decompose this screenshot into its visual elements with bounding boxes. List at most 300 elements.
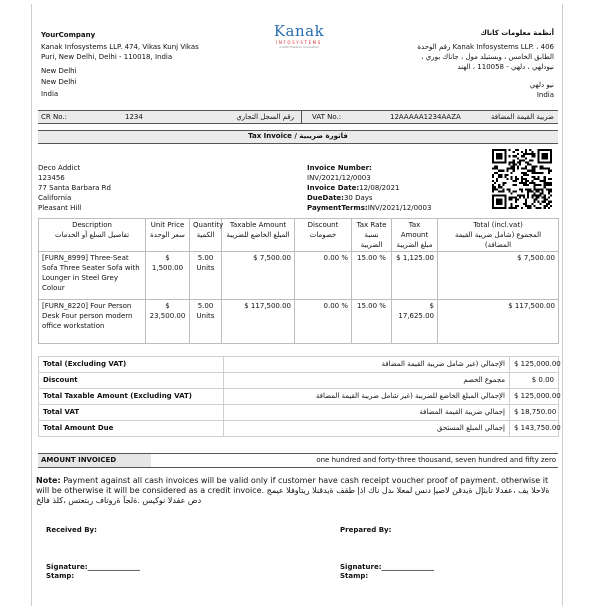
seller-address-en (41, 42, 231, 99)
qr-module (517, 153, 519, 155)
customer-line: California (38, 194, 72, 202)
qr-module (525, 172, 527, 174)
qr-module (523, 168, 525, 170)
qr-module (494, 188, 496, 190)
qr-module (517, 199, 519, 201)
qr-module (492, 159, 494, 161)
qr-module (521, 178, 523, 180)
qr-module (546, 149, 548, 151)
qr-module (550, 190, 552, 192)
qr-module (531, 195, 533, 197)
qr-module (517, 195, 519, 197)
qr-module (535, 197, 537, 199)
qr-module (500, 174, 502, 176)
logo-tagline: A Path Towards Innovation (279, 45, 319, 49)
qr-module (550, 155, 552, 157)
totals-label-ar: إجمالي المبلغ المستحق (224, 421, 510, 437)
qr-module (525, 184, 527, 186)
qr-module (529, 159, 531, 161)
qr-module (492, 174, 494, 176)
seller-ar-line: نيودلهي ، دلهي - 110058 ، الهند (457, 63, 554, 71)
qr-module (533, 201, 535, 203)
qr-module (550, 195, 552, 197)
qr-module (546, 188, 548, 190)
qr-module (509, 207, 511, 209)
qr-module (500, 170, 502, 172)
qr-module (504, 197, 506, 199)
qr-module (529, 207, 531, 209)
qr-module (521, 176, 523, 178)
qr-module (511, 192, 513, 194)
qr-module (550, 151, 552, 153)
qr-module (542, 201, 544, 203)
signature-left: Signature:_______________ (46, 563, 140, 571)
qr-module (500, 186, 502, 188)
qr-module (496, 161, 498, 163)
qr-module (511, 178, 513, 180)
qr-module (523, 197, 525, 199)
qr-module (515, 184, 517, 186)
qr-code (492, 149, 552, 209)
invoice-number: INV/2021/12/0003 (307, 174, 371, 182)
qr-module (511, 197, 513, 199)
qr-module (506, 178, 508, 180)
qr-module (500, 195, 502, 197)
cell-total: $ 117,500.00 (438, 300, 559, 344)
cell-description: [FURN_8220] Four Person Desk Four person modern office workstation (39, 300, 146, 344)
qr-module (496, 168, 498, 170)
qr-module (515, 205, 517, 207)
qr-module (538, 201, 540, 203)
qr-module (513, 184, 515, 186)
qr-module (525, 166, 527, 168)
qr-module (548, 170, 550, 172)
qr-module (548, 190, 550, 192)
qr-module (535, 207, 537, 209)
qr-module (546, 157, 548, 159)
qr-module (513, 161, 515, 163)
qr-module (521, 207, 523, 209)
qr-module (504, 207, 506, 209)
cr-label: CR No.: (41, 113, 67, 121)
qr-module (540, 180, 542, 182)
qr-module (527, 184, 529, 186)
qr-module (531, 197, 533, 199)
qr-module (492, 201, 494, 203)
qr-module (492, 195, 494, 197)
qr-module (527, 163, 529, 165)
qr-module (544, 149, 546, 151)
qr-module (548, 192, 550, 194)
qr-module (544, 180, 546, 182)
qr-module (531, 153, 533, 155)
qr-module (521, 151, 523, 153)
cr-label-ar: رقم السجل التجاري (236, 113, 294, 121)
header-tax-rate: Tax Rate نسبة الضريبة (352, 219, 392, 252)
totals-label-ar: الإجمالي (غير شامل ضريبة القيمة المضافة (224, 357, 510, 373)
qr-module (531, 159, 533, 161)
qr-module (540, 172, 542, 174)
qr-module (502, 161, 504, 163)
qr-module (531, 176, 533, 178)
qr-module (492, 205, 494, 207)
qr-module (500, 157, 502, 159)
qr-module (527, 192, 529, 194)
qr-module (542, 155, 544, 157)
qr-module (517, 168, 519, 170)
qr-module (542, 161, 544, 163)
qr-module (533, 188, 535, 190)
qr-module (509, 197, 511, 199)
cell-quantity: 5.00 Units (190, 300, 222, 344)
cell-unit-price: $ 1,500.00 (146, 252, 190, 300)
qr-module (515, 197, 517, 199)
qr-module (542, 188, 544, 190)
header-unit-price: Unit Price سعر الوحدة (146, 219, 190, 252)
totals-label: Discount (39, 373, 224, 389)
bar-divider (301, 111, 302, 123)
qr-module (548, 161, 550, 163)
qr-module (517, 205, 519, 207)
note-text-ar: .ةلجآ ةروتاف ربتعتس ،كلذ فالخ (36, 496, 140, 505)
note-text-ar: ةلاحلا يف ،عفدلا تابثإل ةيدقن لاصيإ دنس لمعلا ىدل ناك اذإ طقف ةيدقنلا ريتاوفلا عيمج دض عفدلا نوكيس (142, 486, 550, 505)
qr-module (504, 153, 506, 155)
qr-module (525, 199, 527, 201)
qr-module (523, 174, 525, 176)
qr-module (498, 195, 500, 197)
qr-module (523, 182, 525, 184)
qr-module (492, 197, 494, 199)
qr-module (546, 161, 548, 163)
customer-address (38, 163, 111, 213)
qr-module (498, 170, 500, 172)
qr-module (511, 207, 513, 209)
qr-module (500, 155, 502, 157)
qr-module (525, 205, 527, 207)
qr-module (538, 176, 540, 178)
qr-module (515, 207, 517, 209)
totals-table (38, 356, 559, 437)
qr-module (517, 178, 519, 180)
qr-module (544, 199, 546, 201)
qr-module (521, 190, 523, 192)
qr-module (492, 180, 494, 182)
qr-module (496, 155, 498, 157)
qr-module (515, 199, 517, 201)
qr-module (502, 170, 504, 172)
qr-module (521, 155, 523, 157)
qr-module (546, 184, 548, 186)
qr-module (546, 153, 548, 155)
qr-module (544, 186, 546, 188)
prepared-by-label: Prepared By: (340, 526, 392, 534)
qr-module (504, 149, 506, 151)
qr-module (533, 172, 535, 174)
qr-module (498, 176, 500, 178)
qr-module (492, 157, 494, 159)
qr-module (531, 203, 533, 205)
qr-module (531, 168, 533, 170)
totals-value: $ 125,000.00 (510, 389, 559, 405)
qr-module (502, 207, 504, 209)
qr-module (502, 188, 504, 190)
qr-module (515, 155, 517, 157)
header-discount: Discount خصومات (295, 219, 352, 252)
totals-row (39, 405, 559, 421)
qr-module (531, 151, 533, 153)
qr-module (544, 205, 546, 207)
qr-module (492, 188, 494, 190)
cell-tax-rate: 15.00 % (352, 252, 392, 300)
qr-module (494, 149, 496, 151)
totals-label-ar: الإجمالي المبلغ الخاضع للضريبة (غير شامل ضريبة القيمة المضافة (224, 389, 510, 405)
qr-module (525, 149, 527, 151)
qr-module (523, 203, 525, 205)
qr-module (498, 203, 500, 205)
qr-module (531, 166, 533, 168)
qr-module (529, 153, 531, 155)
qr-module (515, 163, 517, 165)
qr-module (496, 180, 498, 182)
qr-module (504, 199, 506, 201)
qr-module (519, 159, 521, 161)
seller-name-ar: أنظمة معلومات كاناك (480, 29, 554, 37)
qr-module (509, 155, 511, 157)
qr-module (525, 188, 527, 190)
header-taxable-amount: Taxable Amount المبلغ الخاضع للضريبة (222, 219, 295, 252)
qr-module (535, 195, 537, 197)
seller-name-en: YourCompany (41, 31, 96, 39)
qr-module (533, 176, 535, 178)
qr-module (502, 184, 504, 186)
qr-module (509, 188, 511, 190)
qr-module (538, 157, 540, 159)
qr-module (511, 166, 513, 168)
qr-module (542, 172, 544, 174)
qr-module (527, 188, 529, 190)
qr-module (523, 159, 525, 161)
totals-value: $ 125,000.00 (510, 357, 559, 373)
qr-module (511, 199, 513, 201)
qr-module (498, 199, 500, 201)
qr-module (521, 172, 523, 174)
qr-module (533, 182, 535, 184)
payment-terms-label: PaymentTerms: (307, 204, 368, 212)
qr-module (540, 161, 542, 163)
qr-module (506, 168, 508, 170)
qr-module (538, 195, 540, 197)
qr-module (500, 203, 502, 205)
qr-module (519, 161, 521, 163)
qr-module (535, 188, 537, 190)
document-title: Tax Invoice / فاتورة ضريبية (38, 130, 558, 144)
qr-module (504, 203, 506, 205)
seller-line: New Delhi (41, 67, 77, 75)
qr-module (542, 157, 544, 159)
qr-module (521, 195, 523, 197)
qr-module (527, 205, 529, 207)
qr-module (506, 170, 508, 172)
qr-module (529, 190, 531, 192)
qr-module (494, 161, 496, 163)
qr-module (548, 201, 550, 203)
qr-module (498, 157, 500, 159)
totals-label: Total Taxable Amount (Excluding VAT) (39, 389, 224, 405)
qr-module (550, 153, 552, 155)
qr-module (533, 168, 535, 170)
qr-module (540, 195, 542, 197)
qr-module (533, 170, 535, 172)
seller-ar-line: نيو دلهي (529, 81, 554, 89)
qr-module (511, 176, 513, 178)
qr-module (525, 203, 527, 205)
qr-module (513, 180, 515, 182)
qr-module (519, 182, 521, 184)
qr-module (523, 153, 525, 155)
qr-module (496, 201, 498, 203)
qr-module (506, 174, 508, 176)
qr-module (502, 149, 504, 151)
qr-module (550, 188, 552, 190)
seller-ar-line: India (536, 91, 554, 99)
qr-module (550, 157, 552, 159)
qr-module (498, 190, 500, 192)
table-row (39, 252, 559, 300)
cell-quantity: 5.00 Units (190, 252, 222, 300)
qr-module (535, 172, 537, 174)
qr-module (498, 201, 500, 203)
qr-module (513, 197, 515, 199)
qr-module (513, 168, 515, 170)
qr-module (513, 166, 515, 168)
qr-module (538, 178, 540, 180)
qr-module (527, 195, 529, 197)
qr-module (533, 186, 535, 188)
qr-module (500, 149, 502, 151)
seller-line: India (41, 90, 59, 98)
cr-vat-bar (38, 110, 558, 124)
header-description: Description تفاصيل السلع أو الخدمات (39, 219, 146, 252)
qr-module (540, 203, 542, 205)
qr-module (544, 201, 546, 203)
qr-module (527, 174, 529, 176)
qr-module (513, 207, 515, 209)
qr-module (538, 197, 540, 199)
qr-module (550, 184, 552, 186)
qr-module (511, 161, 513, 163)
qr-module (550, 178, 552, 180)
qr-module (546, 182, 548, 184)
qr-module (496, 157, 498, 159)
vat-value: 12AAAAA1234AAZA (390, 113, 461, 121)
qr-module (492, 155, 494, 157)
qr-module (519, 188, 521, 190)
invoice-number-label: Invoice Number: (307, 164, 372, 172)
qr-module (531, 190, 533, 192)
qr-module (521, 159, 523, 161)
totals-row (39, 357, 559, 373)
qr-module (511, 203, 513, 205)
qr-module (550, 161, 552, 163)
qr-module (523, 184, 525, 186)
qr-module (496, 166, 498, 168)
qr-module (527, 161, 529, 163)
qr-module (521, 188, 523, 190)
note-text: Payment against all cash invoices will be valid only if customer have cash receipt voucher proof of payment. otherwise it will be otherwise it will be considered as a credit invoice. (36, 476, 549, 495)
qr-module (498, 153, 500, 155)
cell-discount: 0.00 % (295, 252, 352, 300)
qr-module (496, 199, 498, 201)
qr-module (531, 182, 533, 184)
qr-module (513, 151, 515, 153)
qr-module (502, 182, 504, 184)
qr-module (498, 174, 500, 176)
qr-module (498, 207, 500, 209)
qr-module (542, 166, 544, 168)
qr-module (529, 182, 531, 184)
cell-discount: 0.00 % (295, 300, 352, 344)
qr-module (511, 168, 513, 170)
qr-module (496, 203, 498, 205)
cell-taxable: $ 7,500.00 (222, 252, 295, 300)
received-by-label: Received By: (46, 526, 97, 534)
qr-module (494, 182, 496, 184)
qr-module (535, 199, 537, 201)
qr-module (527, 207, 529, 209)
qr-module (525, 168, 527, 170)
qr-module (542, 190, 544, 192)
qr-module (550, 149, 552, 151)
qr-module (538, 207, 540, 209)
seller-address-ar (334, 42, 554, 100)
qr-module (529, 163, 531, 165)
qr-module (519, 163, 521, 165)
qr-module (523, 178, 525, 180)
qr-module (494, 166, 496, 168)
totals-row (39, 373, 559, 389)
qr-module (533, 166, 535, 168)
header-total: Total (incl.vat) المجموع (شامل ضريبة القيمة المضافة) (438, 219, 559, 252)
qr-module (492, 161, 494, 163)
qr-module (548, 184, 550, 186)
qr-module (533, 155, 535, 157)
logo-sub: INFOSYSTEMS (276, 40, 322, 45)
qr-module (544, 176, 546, 178)
amount-invoiced-label: AMOUNT INVOICED (38, 454, 151, 467)
qr-module (500, 176, 502, 178)
qr-module (546, 205, 548, 207)
qr-module (525, 151, 527, 153)
qr-module (513, 163, 515, 165)
qr-module (496, 149, 498, 151)
qr-module (494, 168, 496, 170)
qr-module (544, 207, 546, 209)
qr-module (515, 190, 517, 192)
qr-module (492, 203, 494, 205)
qr-module (535, 184, 537, 186)
amount-invoiced-bar (38, 453, 558, 468)
qr-module (548, 149, 550, 151)
qr-module (523, 155, 525, 157)
vat-label-ar: ضريبة القيمة المضافة (490, 113, 554, 121)
qr-module (500, 153, 502, 155)
qr-module (515, 180, 517, 182)
qr-module (496, 195, 498, 197)
qr-module (519, 197, 521, 199)
qr-module (496, 207, 498, 209)
qr-module (533, 195, 535, 197)
cell-description: [FURN_8999] Three-Seat Sofa Three Seater Sofa with Lounger in Steel Grey Colour (39, 252, 146, 300)
